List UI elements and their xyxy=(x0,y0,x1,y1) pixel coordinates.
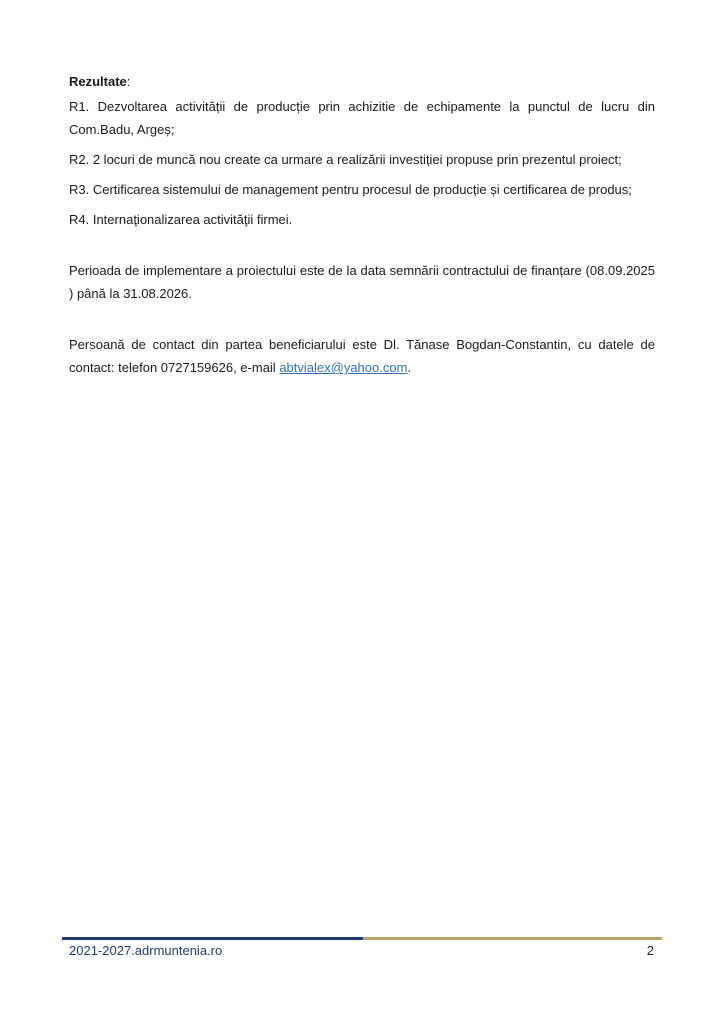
results-heading-text: Rezultate xyxy=(69,74,127,89)
spacer xyxy=(69,238,655,259)
document-body xyxy=(69,70,655,386)
footer-divider xyxy=(62,937,662,940)
result-item-r2: R2. 2 locuri de muncă nou create ca urmare a realizării investiției propuse prin prezentul proiect; xyxy=(69,152,622,167)
contact-info xyxy=(69,333,655,379)
implementation-period: Perioada de implementare a proiectului este de la data semnării contractului de finanțare (08.09.2025 ) până la 31.08.2026. xyxy=(69,263,655,301)
result-item-r4: R4. Internaţionalizarea activităţii firmei. xyxy=(69,212,293,227)
contact-email-link[interactable]: abtvialex@yahoo.com xyxy=(279,360,408,375)
footer-website: 2021-2027.adrmuntenia.ro xyxy=(69,943,223,958)
page-number: 2 xyxy=(646,943,654,958)
spacer xyxy=(69,312,655,333)
result-item-r1: R1. Dezvoltarea activității de producție prin achizitie de echipamente la punctul de lucru din Com.Badu, Argeș; xyxy=(69,99,655,137)
contact-text: Persoană de contact din partea beneficiarului este Dl. Tănase Bogdan-Constantin, cu datele de contact: telefon 0727159626, e-mail xyxy=(69,337,655,375)
footer-divider-blue xyxy=(62,937,363,940)
results-heading-colon: : xyxy=(126,74,131,89)
footer-divider-gold xyxy=(363,937,662,940)
result-item-r3: R3. Certificarea sistemului de management pentru procesul de producție și certificarea de produs; xyxy=(69,182,632,197)
contact-end: . xyxy=(407,360,412,375)
results-heading xyxy=(69,70,655,93)
